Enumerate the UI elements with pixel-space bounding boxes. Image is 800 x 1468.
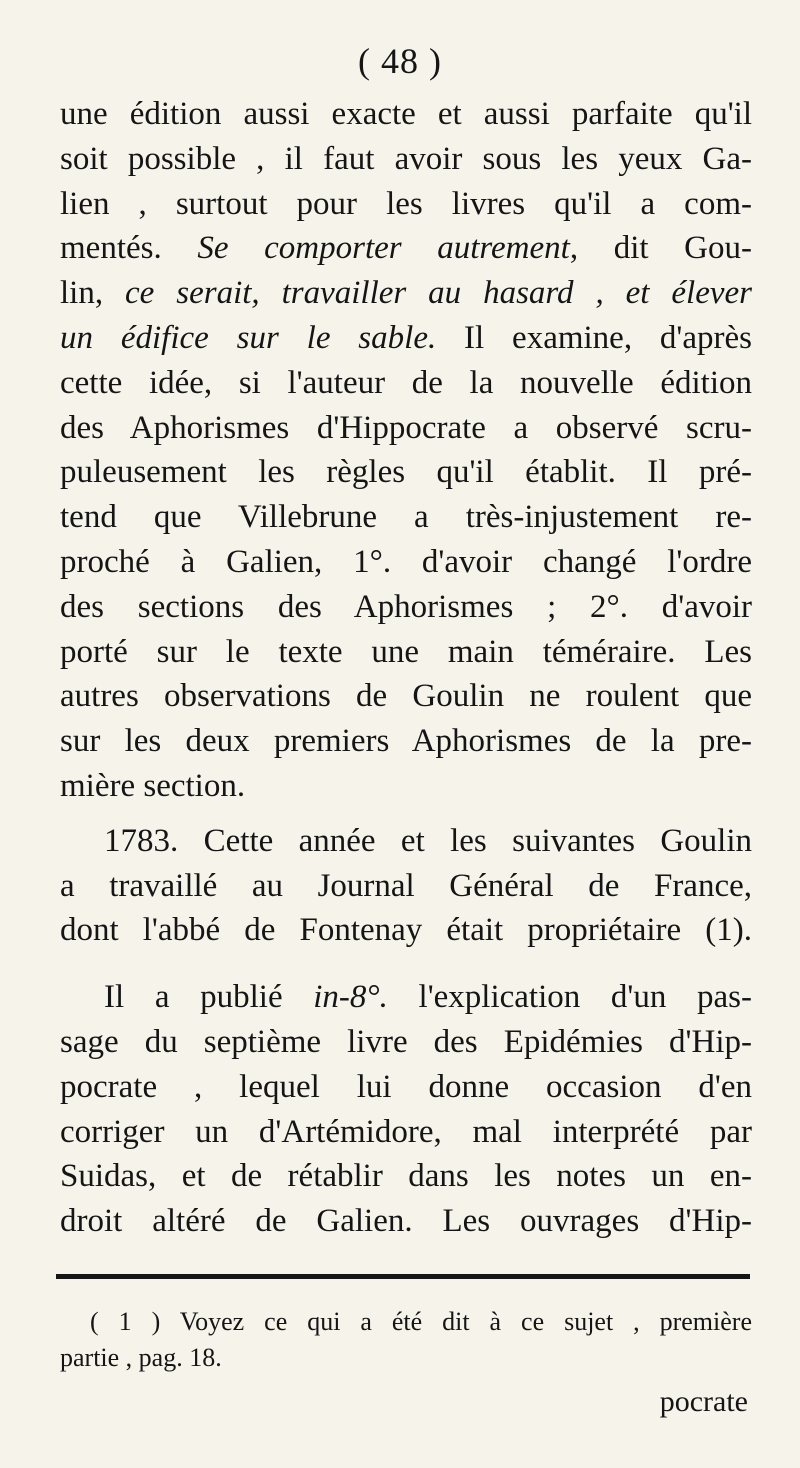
text-line: des Aphorismes d'Hippocrate a observé scru- [60,409,752,446]
text-line: a travaillé au Journal Général de France, [60,867,752,904]
text-line: dont l'abbé de Fontenay était propriétaire (1). [60,912,752,949]
text-line: Suidas, et de rétablir dans les notes un en- [60,1158,752,1195]
text-line: puleusement les règles qu'il établit. Il pré- [60,454,752,491]
text-line: soit possible , il faut avoir sous les yeux Ga- [60,140,752,177]
text-line: tend que Villebrune a très-injustement re- [60,499,752,536]
text-line: lien , surtout pour les livres qu'il a com- [60,185,752,222]
text-line: porté sur le texte une main téméraire. Les [60,633,752,670]
text-line: cette idée, si l'auteur de la nouvelle édition [60,364,752,401]
text-line: Il a publié in-8°. l'explication d'un pas- [104,979,752,1016]
footnote [60,1304,752,1376]
body-text [60,92,752,1244]
catchword: pocrate [659,1385,748,1418]
text-line: proché à Galien, 1°. d'avoir changé l'ordre [60,543,752,580]
text-line: une édition aussi exacte et aussi parfaite qu'il [60,96,752,132]
text-line: pocrate , lequel lui donne occasion d'en [60,1068,752,1105]
text-line: autres observations de Goulin ne roulent que [60,678,752,715]
text-line: droit altéré de Galien. Les ouvrages d'Hip- [60,1203,752,1240]
text-line: mentés. Se comporter autrement, dit Gou- [60,230,752,267]
footnote-divider [56,1274,750,1279]
footnote-line: ( 1 ) Voyez ce qui a été dit à ce sujet , première [90,1307,752,1336]
text-line: un édifice sur le sable. Il examine, d'après [60,319,752,356]
text-line: lin, ce serait, travailler au hasard , et élever [60,275,752,312]
text-line: des sections des Aphorismes ; 2°. d'avoir [60,588,752,625]
text-line: 1783. Cette année et les suivantes Goulin [104,822,752,859]
text-line: mière section. [60,767,246,804]
text-line: corriger un d'Artémidore, mal interprété par [60,1113,752,1150]
footnote-line: partie , pag. 18. [60,1343,222,1372]
text-line: sur les deux premiers Aphorismes de la pre- [60,723,752,760]
text-line: sage du septième livre des Epidémies d'Hip- [60,1023,752,1060]
page-number: ( 48 ) [358,41,442,81]
